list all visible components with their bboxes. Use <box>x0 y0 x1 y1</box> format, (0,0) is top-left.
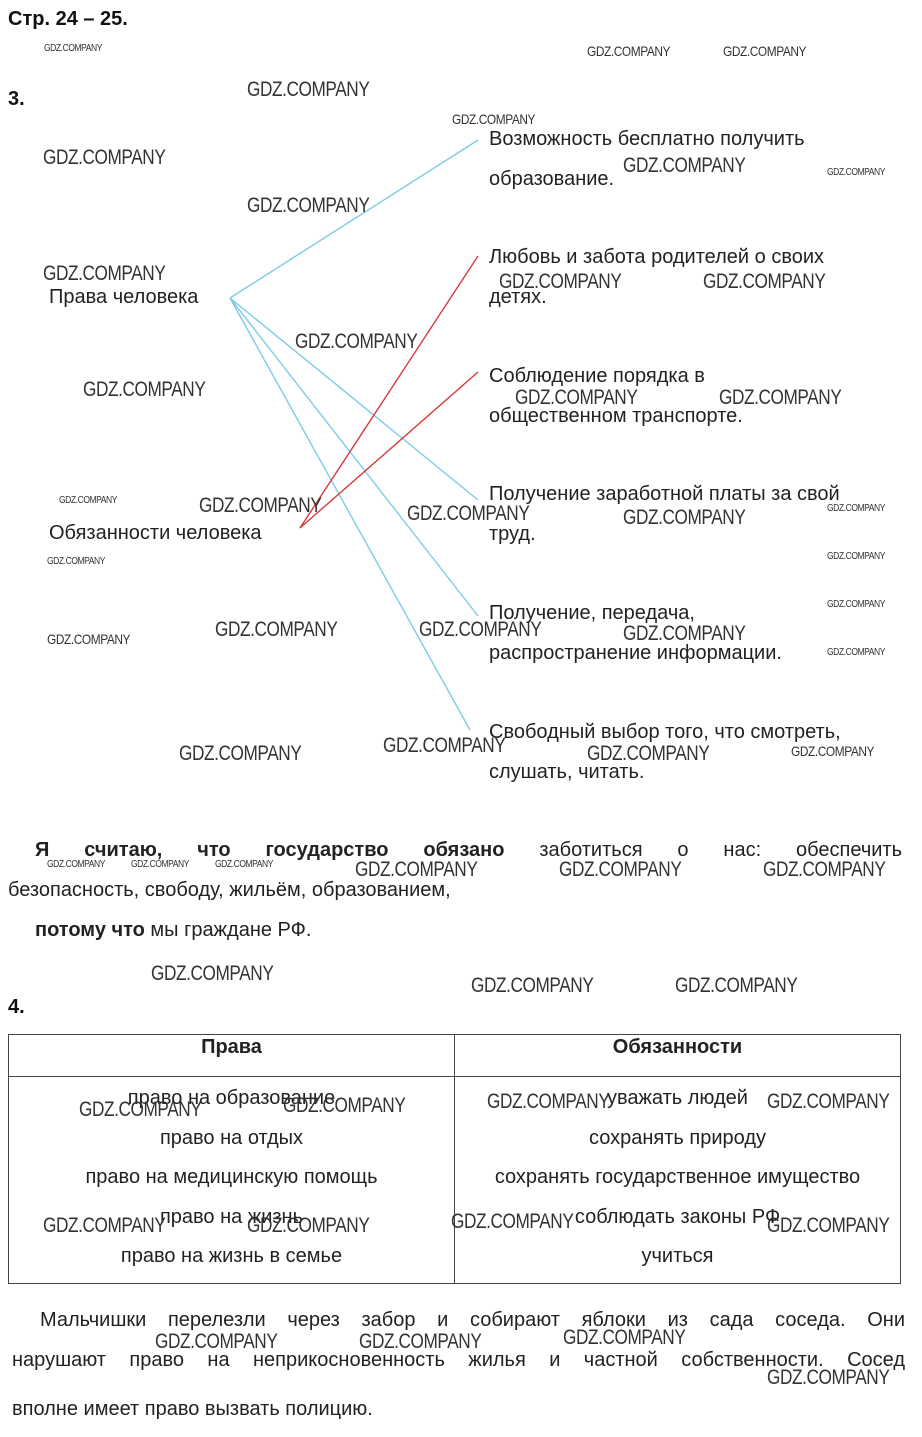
watermark: GDZ.COMPANY <box>155 1330 278 1353</box>
watermark: GDZ.COMPANY <box>675 974 798 997</box>
watermark: GDZ.COMPANY <box>215 618 338 641</box>
option-5: Получение, передача, распространение информации. <box>489 602 782 664</box>
watermark: GDZ.COMPANY <box>559 858 682 881</box>
watermark: GDZ.COMPANY <box>44 43 102 54</box>
watermark: GDZ.COMPANY <box>563 1326 686 1349</box>
watermark: GDZ.COMPANY <box>767 1214 890 1237</box>
watermark: GDZ.COMPANY <box>767 1366 890 1389</box>
watermark: GDZ.COMPANY <box>827 599 885 610</box>
watermark: GDZ.COMPANY <box>59 495 117 506</box>
watermark: GDZ.COMPANY <box>47 556 105 567</box>
watermark: GDZ.COMPANY <box>471 974 594 997</box>
watermark: GDZ.COMPANY <box>487 1090 610 1113</box>
watermark: GDZ.COMPANY <box>79 1098 202 1121</box>
final-line1: Мальчишки перелезли через забор и собирают яблоки из сада соседа. Они <box>40 1309 905 1331</box>
watermark: GDZ.COMPANY <box>719 386 842 409</box>
page-header: Стр. 24 – 25. <box>8 8 128 30</box>
duties-item: сохранять государственное имущество <box>494 1166 861 1188</box>
watermark: GDZ.COMPANY <box>419 618 542 641</box>
watermark: GDZ.COMPANY <box>47 859 105 870</box>
final-line3: вполне имеет право вызвать полицию. <box>12 1398 373 1420</box>
watermark: GDZ.COMPANY <box>83 378 206 401</box>
task3-number: 3. <box>8 88 25 110</box>
option-2: Любовь и забота родителей о своих детях. <box>489 246 825 308</box>
watermark: GDZ.COMPANY <box>587 43 671 59</box>
rights-item: право на отдых <box>159 1126 304 1149</box>
rights-label: Права человека <box>49 286 199 308</box>
watermark: GDZ.COMPANY <box>131 859 189 870</box>
watermark: GDZ.COMPANY <box>451 1210 574 1233</box>
watermark: GDZ.COMPANY <box>43 1214 166 1237</box>
watermark: GDZ.COMPANY <box>295 330 418 353</box>
watermark: GDZ.COMPANY <box>623 506 746 529</box>
watermark: GDZ.COMPANY <box>283 1094 406 1117</box>
watermark: GDZ.COMPANY <box>827 503 885 514</box>
watermark: GDZ.COMPANY <box>407 502 530 525</box>
watermark: GDZ.COMPANY <box>199 494 322 517</box>
watermark: GDZ.COMPANY <box>587 742 710 765</box>
watermark: GDZ.COMPANY <box>383 734 506 757</box>
watermark: GDZ.COMPANY <box>827 551 885 562</box>
opinion-bold-because: потому что <box>35 919 145 941</box>
watermark: GDZ.COMPANY <box>47 631 131 647</box>
watermark: GDZ.COMPANY <box>247 78 370 101</box>
option-1: Возможность бесплатно получить образование. <box>489 128 805 190</box>
option-4: Получение заработной платы за свой труд. <box>489 483 840 545</box>
watermark: GDZ.COMPANY <box>43 146 166 169</box>
watermark: GDZ.COMPANY <box>247 194 370 217</box>
duties-item: учиться <box>641 1245 714 1267</box>
opinion-line2: безопасность, свободу, жильём, образованием, <box>8 879 451 901</box>
line-rights-opt1 <box>230 140 478 298</box>
watermark: GDZ.COMPANY <box>247 1214 370 1237</box>
header-duties: Обязанности <box>455 1035 901 1077</box>
final-paragraph <box>12 1300 905 1429</box>
option-6: Свободный выбор того, что смотреть, слушать, читать. <box>489 721 841 783</box>
watermark: GDZ.COMPANY <box>767 1090 890 1113</box>
watermark: GDZ.COMPANY <box>452 111 536 127</box>
rights-item: право на медицинскую помощь <box>85 1166 378 1188</box>
duties-item: сохранять природу <box>589 1126 766 1149</box>
watermark: GDZ.COMPANY <box>763 858 886 881</box>
duties-label: Обязанности человека <box>49 522 262 544</box>
watermark: GDZ.COMPANY <box>359 1330 482 1353</box>
watermark: GDZ.COMPANY <box>623 622 746 645</box>
rights-item: право на образование <box>127 1087 336 1109</box>
watermark: GDZ.COMPANY <box>499 270 622 293</box>
line-duties-opt2 <box>300 256 478 528</box>
watermark: GDZ.COMPANY <box>623 154 746 177</box>
watermark: GDZ.COMPANY <box>515 386 638 409</box>
watermark: GDZ.COMPANY <box>151 962 274 985</box>
opinion-paragraph <box>8 830 902 950</box>
rights-item: право на жизнь <box>159 1205 304 1228</box>
final-line2: нарушают право на неприкосновенность жилья и частной собственности. Сосед <box>12 1349 905 1371</box>
rights-duties-table <box>8 1034 901 1284</box>
watermark: GDZ.COMPANY <box>179 742 302 765</box>
opinion-rest-line1: заботиться о нас: обеспечить <box>539 839 902 861</box>
watermark: GDZ.COMPANY <box>43 262 166 285</box>
rights-item: право на жизнь в семье <box>120 1245 343 1267</box>
watermark: GDZ.COMPANY <box>791 743 875 759</box>
opinion-bold-lead: Я считаю, что государство обязано <box>35 839 505 861</box>
header-rights: Права <box>9 1035 455 1077</box>
option-3: Соблюдение порядка в общественном транспорте. <box>489 365 743 427</box>
watermark: GDZ.COMPANY <box>215 859 273 870</box>
duties-item: уважать людей <box>607 1087 748 1109</box>
watermark: GDZ.COMPANY <box>827 647 885 658</box>
watermark: GDZ.COMPANY <box>723 43 807 59</box>
watermark: GDZ.COMPANY <box>703 270 826 293</box>
line-rights-opt4 <box>230 298 478 500</box>
opinion-because-rest: мы граждане РФ. <box>150 919 312 941</box>
duties-item: соблюдать законы РФ <box>574 1205 781 1228</box>
task4-number: 4. <box>8 996 25 1018</box>
watermark: GDZ.COMPANY <box>355 858 478 881</box>
watermark: GDZ.COMPANY <box>827 167 885 178</box>
